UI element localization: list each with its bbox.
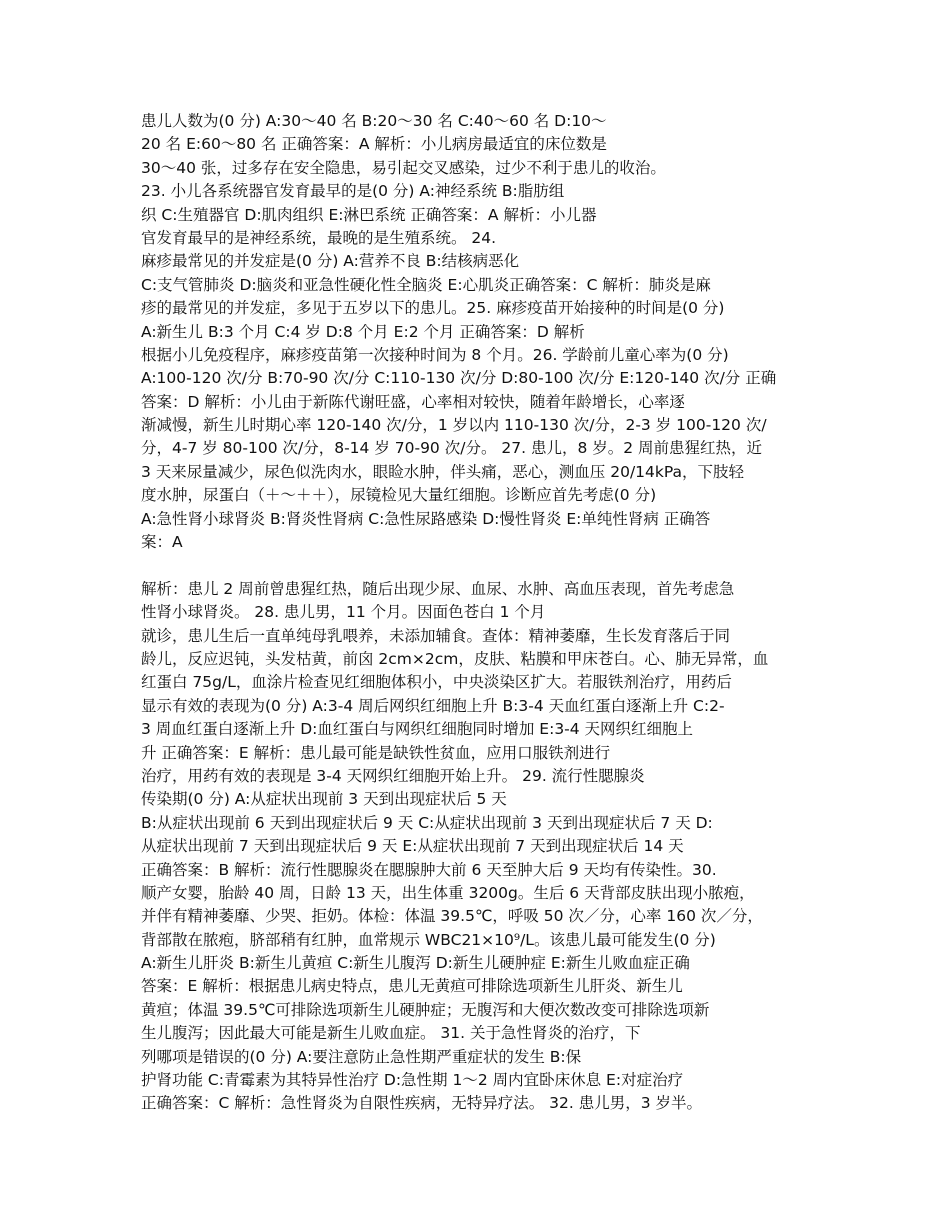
document-line: 正确答案：C 解析：急性肾炎为自限性疾病，无特异疗法。 32. 患儿男，3 岁半。 — [141, 1094, 703, 1113]
document-line: 治疗，用药有效的表现是 3-4 天网织红细胞开始上升。 29. 流行性腮腺炎 — [141, 766, 645, 785]
document-line: C:支气管肺炎 D:脑炎和亚急性硬化性全脑炎 E:心肌炎正确答案：C 解析：肺炎是麻 — [141, 275, 711, 294]
document-line: 度水肿，尿蛋白（＋～＋＋），尿镜检见大量红细胞。诊断应首先考虑(0 分) — [141, 486, 657, 505]
document-line: 背部散在脓疱，脐部稍有红肿，血常规示 WBC21×10⁹/L。该患儿最可能发生(0 分) — [141, 930, 716, 949]
document-line: 20 名 E:60～80 名 正确答案：A 解析：小儿病房最适宜的床位数是 — [141, 135, 607, 154]
document-line: A:100-120 次/分 B:70-90 次/分 C:110-130 次/分 D:80-100 次/分 E:120-140 次/分 正确 — [141, 369, 777, 388]
document-line: 3 周血红蛋白逐渐上升 D:血红蛋白与网织红细胞同时增加 E:3-4 天网织红细胞上 — [141, 720, 694, 739]
document-line: 疹的最常见的并发症，多见于五岁以下的患儿。25. 麻疹疫苗开始接种的时间是(0 分) — [141, 299, 725, 318]
document-line: 黄疸；体温 39.5℃可排除选项新生儿硬肿症；无腹泻和大便次数改变可排除选项新 — [141, 1000, 710, 1019]
document-line: 龄儿，反应迟钝，头发枯黄，前囟 2cm×2cm，皮肤、粘膜和甲床苍白。心、肺无异常，血 — [141, 649, 769, 668]
document-line: 织 C:生殖器官 D:肌肉组织 E:淋巴系统 正确答案：A 解析：小儿器 — [141, 205, 597, 224]
document-line: 就诊，患儿生后一直单纯母乳喂养，未添加辅食。查体：精神萎靡，生长发育落后于同 — [141, 626, 731, 645]
document-line: 解析：患儿 2 周前曾患猩红热，随后出现少尿、血尿、水肿、高血压表现，首先考虑急 — [141, 579, 735, 598]
document-line: 护肾功能 C:青霉素为其特异性治疗 D:急性期 1～2 周内宜卧床休息 E:对症治疗 — [141, 1071, 684, 1090]
document-line: 顺产女婴，胎龄 40 周，日龄 13 天，出生体重 3200g。生后 6 天背部皮肤出现小脓疱， — [141, 883, 755, 902]
document-line: 红蛋白 75g/L，血涂片检查见红细胞体积小，中央淡染区扩大。若服铁剂治疗，用药后 — [141, 673, 732, 692]
document-line: 列哪项是错误的(0 分) A:要注意防止急性期严重症状的发生 B:保 — [141, 1047, 582, 1066]
document-line — [141, 554, 813, 577]
document-line: B:从症状出现前 6 天到出现症状后 9 天 C:从症状出现前 3 天到出现症状后 7 天 D: — [141, 813, 713, 832]
document-line: 官发育最早的是神经系统，最晚的是生殖系统。 24. — [141, 228, 497, 247]
document-line: 答案：D 解析：小儿由于新陈代谢旺盛，心率相对较快，随着年龄增长，心率逐 — [141, 392, 685, 411]
document-line: 性肾小球肾炎。 28. 患儿男，11 个月。因面色苍白 1 个月 — [141, 603, 546, 622]
document-line: 显示有效的表现为(0 分) A:3-4 周后网织红细胞上升 B:3-4 天血红蛋白逐渐上升 C:2- — [141, 696, 725, 715]
document-line: 升 正确答案：E 解析：患儿最可能是缺铁性贫血，应用口服铁剂进行 — [141, 743, 611, 762]
document-line: 传染期(0 分) A:从症状出现前 3 天到出现症状后 5 天 — [141, 790, 507, 809]
document-line: 答案：E 解析：根据患儿病史特点，患儿无黄疸可排除选项新生儿肝炎、新生儿 — [141, 977, 683, 996]
document-line: 正确答案：B 解析：流行性腮腺炎在腮腺肿大前 6 天至肿大后 9 天均有传染性。30. — [141, 860, 717, 879]
document-line: A:新生儿肝炎 B:新生儿黄疸 C:新生儿腹泻 D:新生儿硬肿症 E:新生儿败血症正确 — [141, 954, 690, 973]
document-line: 并伴有精神萎靡、少哭、拒奶。体检：体温 39.5℃，呼吸 50 次／分，心率 160 次／分， — [141, 907, 763, 926]
document-line: 麻疹最常见的并发症是(0 分) A:营养不良 B:结核病恶化 — [141, 252, 520, 271]
document-line: 患儿人数为(0 分) A:30～40 名 B:20～30 名 C:40～60 名 D:10～ — [141, 112, 607, 130]
document-line: 从症状出现前 7 天到出现症状后 9 天 E:从症状出现前 7 天到出现症状后 14 天 — [141, 837, 684, 856]
document-line: 30～40 张，过多存在安全隐患，易引起交叉感染，过少不利于患儿的收治。 — [141, 158, 666, 177]
document-line: A:急性肾小球肾炎 B:肾炎性肾病 C:急性尿路感染 D:慢性肾炎 E:单纯性肾病 正确答 — [141, 509, 711, 528]
document-line: A:新生儿 B:3 个月 C:4 岁 D:8 个月 E:2 个月 正确答案：D 解析 — [141, 322, 585, 341]
document-line: 根据小儿免疫程序，麻疹疫苗第一次接种时间为 8 个月。26. 学龄前儿童心率为(0 分) — [141, 345, 729, 364]
document-line: 23. 小儿各系统器官发育最早的是(0 分) A:神经系统 B:脂肪组 — [141, 182, 565, 201]
document-line: 分，4-7 岁 80-100 次/分，8-14 岁 70-90 次/分。 27. 患儿，8 岁。2 周前患猩红热，近 — [141, 439, 763, 458]
document-line: 3 天来尿量减少，尿色似洗肉水，眼睑水肿，伴头痛，恶心，测血压 20/14kPa，下肢轻 — [141, 462, 745, 481]
document-text-block — [141, 110, 813, 1116]
document-line: 生儿腹泻；因此最大可能是新生儿败血症。 31. 关于急性肾炎的治疗，下 — [141, 1024, 641, 1043]
document-line: 渐减慢，新生儿时期心率 120-140 次/分，1 岁以内 110-130 次/分，2-3 岁 100-120 次/ — [141, 416, 767, 435]
document-line: 案：A — [141, 533, 183, 552]
